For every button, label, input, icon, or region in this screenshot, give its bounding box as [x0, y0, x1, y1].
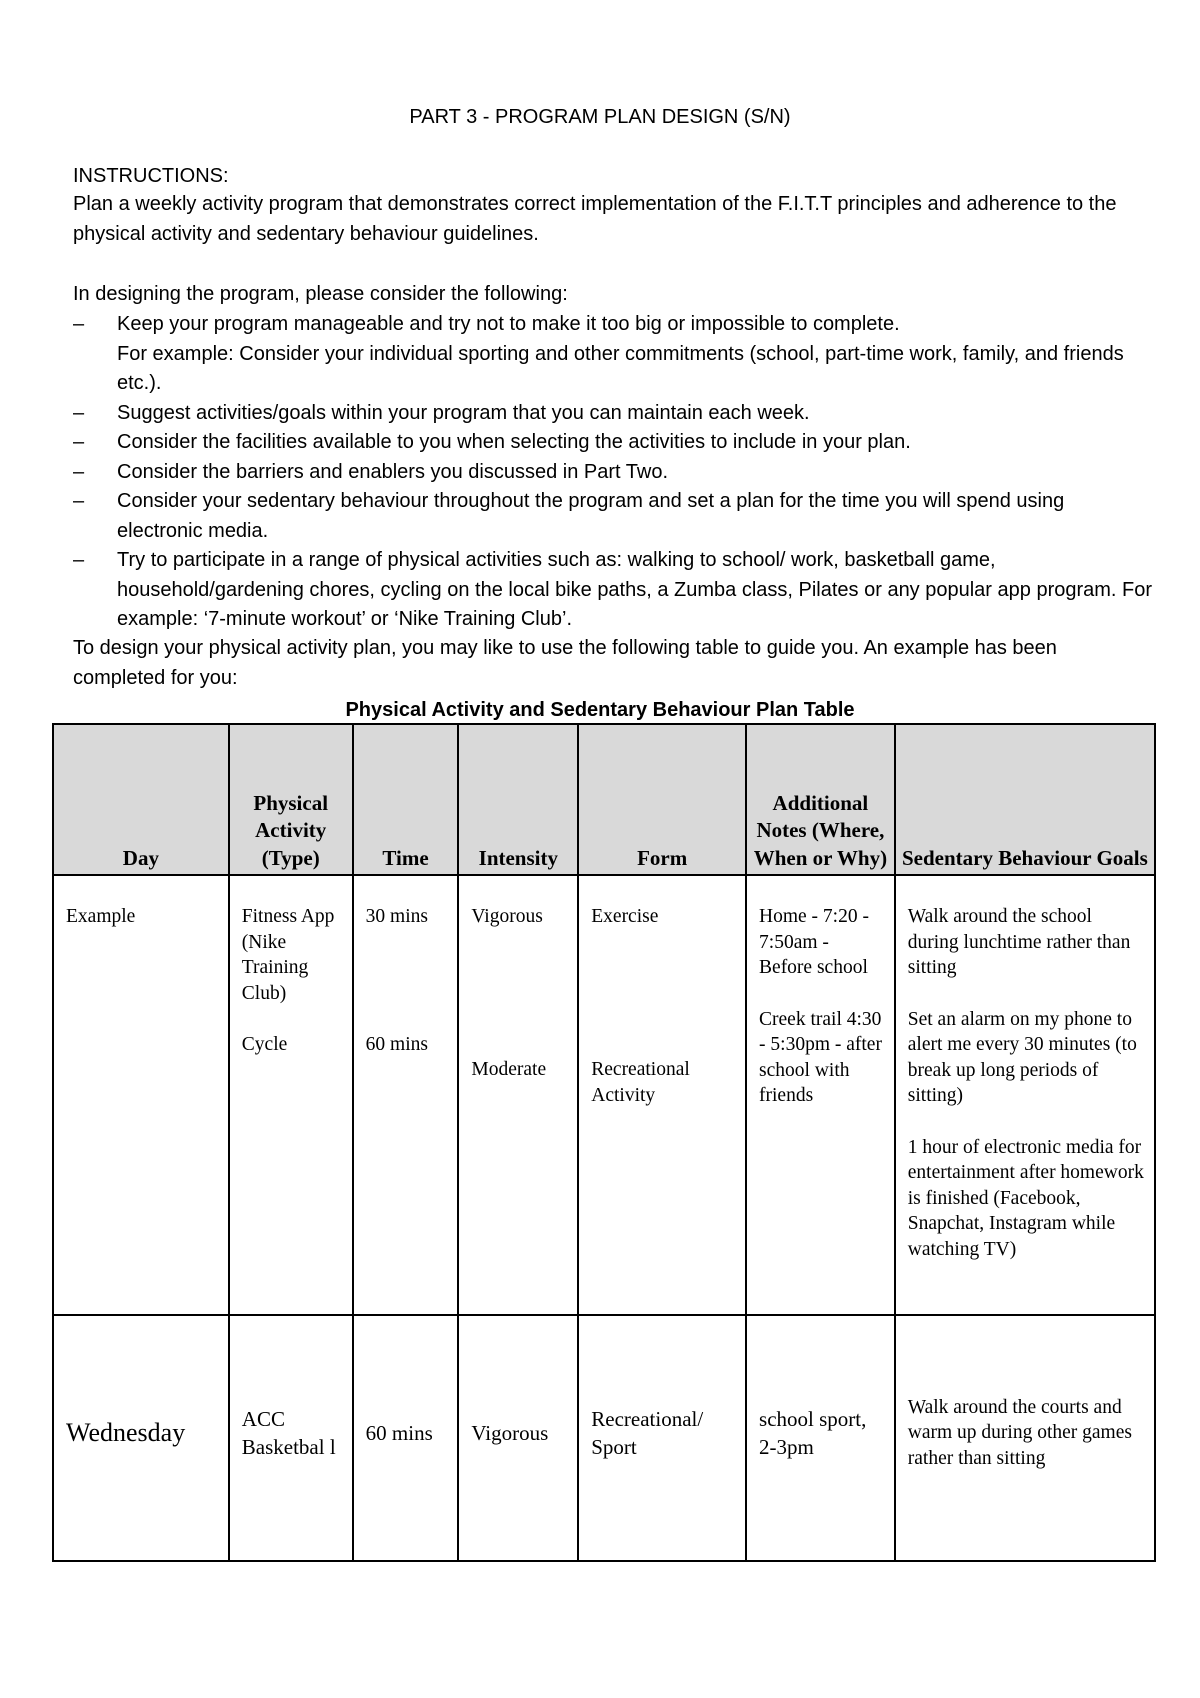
plan-table [52, 723, 1156, 1562]
cell-text: 30 mins [365, 906, 428, 927]
cell-text: 60 mins [365, 1033, 428, 1055]
bullet-dash: – [73, 431, 85, 453]
bullet-dash: – [73, 313, 85, 335]
cell-text: Set an alarm on my phone to alert me every 30 minutes (to break up long periods of sitting) [907, 1008, 1137, 1106]
list-item-text: Keep your program manageable and try not to make it too big or impossible to complete. [117, 313, 900, 335]
cell-text: Moderate [471, 1059, 547, 1080]
list-item [73, 487, 1153, 546]
table-row-wednesday [53, 1315, 1155, 1561]
cell-time [353, 875, 459, 1315]
cell-sedentary [895, 875, 1155, 1315]
list-item-text: Consider your sedentary behaviour throughout the program and set a plan for the time you will spend using electronic media. [117, 490, 1065, 542]
guide-paragraph: To design your physical activity plan, you may like to use the following table to guide you. An example has been completed for you: [73, 637, 1057, 689]
column-header-time: Time [353, 724, 459, 875]
list-item-text: Try to participate in a range of physical activities such as: walking to school/ work, basketball game, household/gardening chores, cycling on the local bike paths, a Zumba class, Pilates or any popular app program. For example: ‘7-minute workout’ or ‘Nike Training Club’. [117, 549, 1153, 630]
column-header-notes: Additional Notes (Where, When or Why) [746, 724, 895, 875]
list-item-example: For example: Consider your individual sporting and other commitments (school, part-time work, family, and friends etc.). [117, 342, 1124, 394]
cell-notes [746, 875, 895, 1315]
list-item [73, 399, 1153, 429]
cell-text: Creek trail 4:30 - 5:30pm - after school with friends [759, 1008, 882, 1106]
cell-text: Example [66, 906, 136, 927]
intro-paragraph: Plan a weekly activity program that demonstrates correct implementation of the F.I.T.T principles and adherence to the physical activity and sedentary behaviour guidelines. [73, 193, 1117, 245]
consider-heading: In designing the program, please consider the following: [73, 283, 568, 305]
bullet-dash: – [73, 401, 85, 424]
column-header-form: Form [578, 724, 746, 875]
cell-sedentary: Walk around the courts and warm up during other games rather than sitting [895, 1315, 1155, 1561]
list-item [73, 546, 1153, 635]
cell-text: 1 hour of electronic media for entertainment after homework is finished (Facebook, Snapchat, Instagram while watching TV) [907, 1136, 1144, 1260]
table-row-example [53, 875, 1155, 1315]
cell-day [53, 875, 229, 1315]
cell-intensity [458, 875, 578, 1315]
page-title: PART 3 - PROGRAM PLAN DESIGN (S/N) [409, 106, 791, 128]
cell-time: 60 mins [353, 1315, 459, 1561]
consideration-list [73, 310, 1153, 635]
cell-text: Vigorous [471, 906, 543, 927]
cell-notes: school sport, 2-3pm [746, 1315, 895, 1561]
cell-activity [229, 875, 353, 1315]
list-item-text: Consider the facilities available to you when selecting the activities to include in your plan. [117, 431, 911, 453]
cell-intensity: Vigorous [458, 1315, 578, 1561]
list-item [73, 458, 1153, 488]
cell-text: Cycle [241, 1033, 288, 1055]
instructions-heading: INSTRUCTIONS: [73, 165, 229, 187]
bullet-dash: – [73, 460, 85, 483]
cell-day: Wednesday [53, 1315, 229, 1561]
cell-text: Walk around the school during lunchtime rather than sitting [907, 906, 1131, 978]
table-title: Physical Activity and Sedentary Behaviour Plan Table [345, 699, 855, 721]
column-header-intensity: Intensity [458, 724, 578, 875]
cell-text: Recreational Activity [591, 1059, 690, 1106]
list-item [73, 428, 1153, 458]
cell-activity: ACC Basketbal l [229, 1315, 353, 1561]
bullet-dash: – [73, 490, 85, 512]
column-header-sedentary: Sedentary Behaviour Goals [895, 724, 1155, 875]
cell-text: Exercise [591, 906, 659, 927]
list-item-text: Suggest activities/goals within your program that you can maintain each week. [117, 401, 810, 424]
column-header-day: Day [53, 724, 229, 875]
cell-text: Fitness App (Nike Training Club) [241, 906, 335, 1004]
list-item [73, 310, 1153, 399]
cell-form [578, 875, 746, 1315]
column-header-activity: Physical Activity (Type) [229, 724, 353, 875]
bullet-dash: – [73, 549, 85, 571]
table-header-row [53, 724, 1155, 875]
cell-form: Recreational/ Sport [578, 1315, 746, 1561]
list-item-text: Consider the barriers and enablers you discussed in Part Two. [117, 460, 669, 483]
cell-text: Home - 7:20 - 7:50am - Before school [759, 906, 869, 978]
